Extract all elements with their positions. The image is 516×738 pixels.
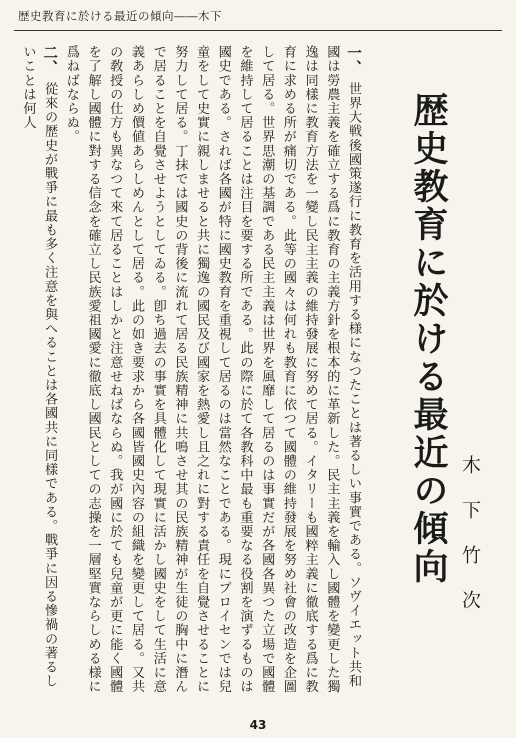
running-header	[18, 6, 502, 26]
header-rule	[14, 30, 502, 31]
page-number: 43	[249, 718, 267, 732]
paragraph-2	[20, 45, 60, 700]
paragraph-text: 世界大戦後國策遂行に教育を活用する様になつたことは著るしい事實である。ソヴイエット共和國は勞農主義を確立する爲に教育の主義方針を根本的に革新した。民主主義を輸入し國體を變更した獨逸は同樣に教育方法を一變し民主主義の維持發展に努めて居る。イタリーも國粹主義に徹底する爲に教育に求める所が痛切である。此等の國々は何れも教育に依つて國體の維持發展を努め社會の改造を企圖して居る。世界思潮の基調である民主主義は世界を風靡して居るのは事實だが各國各異つた立場で國體を維持して居ることは注目を要する所である。此の際に於て各教科中最も重要なる役割を演ずるものは國史である。されば各國が特に國史教育を重視して居るのは當然なことである。現にプロイセンでは兒童をして史實に親しませると共に獨逸の國民及び國家を熱愛し且之れに對する責任を自覺させることに努力して居る。丁抹では國史の背後に流れて居る民族精神に共鳴させ其の民族精神が生徒の胸中に潛んで居ることを自覺させようとしてゐる。卽ち過去の事實を具體化して現實に活かし國史をして生活に意義あらしめ價値あらしめんとして居る。此の如き要求から各國皆國史內容の組織を變更して居る。又共の敎授の仕方も異なつて來て居ることはしかと注意せねばならぬ。我が國に於ても兒童が更に能く國體を了解し國體に對する信念を確立し民族愛祖國愛に徹底し國民としての志操を一層堅實ならしめる様に爲ねばならぬ。	[63, 45, 361, 694]
paragraph-text: 從來の歴史が戰爭に最も多く注意を與へることは各國共に同樣である。戰爭に因る慘禍の著るしいことは何人	[20, 45, 58, 689]
article-body	[20, 45, 364, 700]
article-title: 歴史教育に於ける最近の傾向	[408, 92, 449, 586]
paragraph-number: 一、	[345, 45, 362, 76]
article-author: 木下竹次	[459, 455, 481, 635]
paragraph-number: 二、	[41, 45, 59, 76]
paragraph-1	[60, 45, 364, 700]
running-title: 歴史教育に於ける最近の傾向――木下	[18, 9, 222, 23]
